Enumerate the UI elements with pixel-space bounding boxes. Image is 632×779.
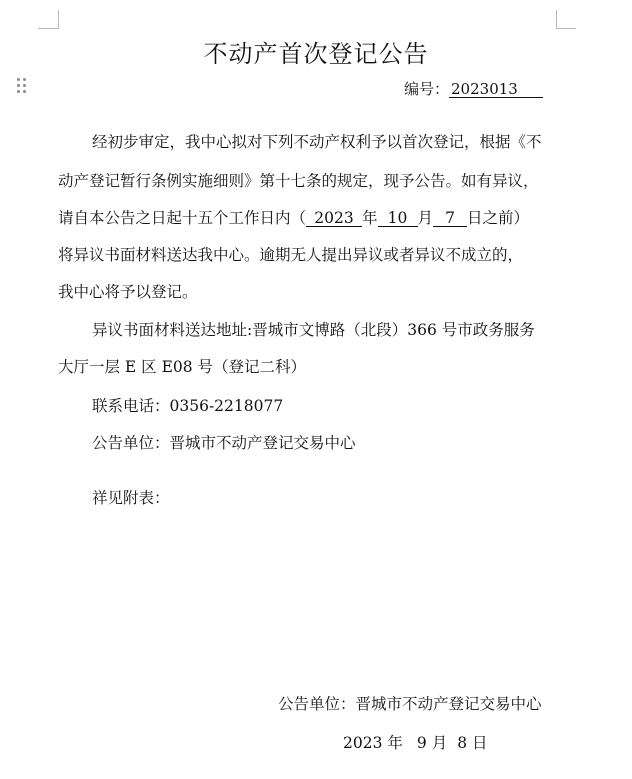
serial-label: 编号：	[404, 80, 450, 98]
crop-mark-top-left-vertical	[58, 10, 59, 29]
footer-year: 2023	[343, 734, 383, 752]
deadline-month: 10	[378, 210, 418, 227]
body-line-1: 经初步审定，我中心拟对下列不动产权利予以首次登记，根据《不	[92, 133, 542, 151]
deadline-day: 7	[433, 210, 467, 227]
deadline-month-char: 月	[417, 209, 434, 227]
serial-value: 2023013	[449, 81, 543, 98]
footer-month-char: 月	[431, 734, 448, 752]
footer-year-char: 年	[387, 734, 403, 752]
deadline-year: 2023	[306, 210, 362, 227]
contact-phone: 联系电话：0356-2218077	[92, 397, 284, 415]
body-line-3	[58, 208, 529, 228]
announcing-unit: 公告单位：晋城市不动产登记交易中心	[92, 434, 356, 452]
see-attached-note: 祥见附表：	[92, 489, 170, 507]
serial-number	[404, 78, 543, 99]
deadline-year-char: 年	[362, 209, 378, 227]
crop-mark-top-left-horizontal	[38, 28, 58, 29]
crop-mark-top-right-vertical	[556, 10, 557, 29]
body-line-2: 动产登记暂行条例实施细则》第十七条的规定，现予公告。如有异议，	[58, 172, 539, 190]
footer-day: 8	[457, 734, 468, 752]
drag-handle-icon[interactable]	[17, 78, 27, 94]
footer-unit: 公告单位：晋城市不动产登记交易中心	[278, 695, 542, 713]
deadline-suffix: 日之前）	[467, 209, 530, 227]
address-line-1: 异议书面材料送达地址:晋城市文博路（北段）366 号市政务服务	[92, 321, 535, 339]
footer-date	[343, 733, 488, 753]
address-line-2: 大厅一层 E 区 E08 号（登记二科）	[58, 358, 307, 376]
body-line-4: 将异议书面材料送达我中心。逾期无人提出异议或者异议不成立的，	[58, 246, 524, 264]
crop-mark-top-right-horizontal	[556, 28, 576, 29]
footer-day-char: 日	[472, 734, 488, 752]
body-line-5: 我中心将予以登记。	[58, 283, 198, 301]
footer-month: 9	[416, 734, 427, 752]
document-title: 不动产首次登记公告	[203, 40, 429, 68]
deadline-prefix: 请自本公告之日起十五个工作日内（	[58, 209, 307, 227]
